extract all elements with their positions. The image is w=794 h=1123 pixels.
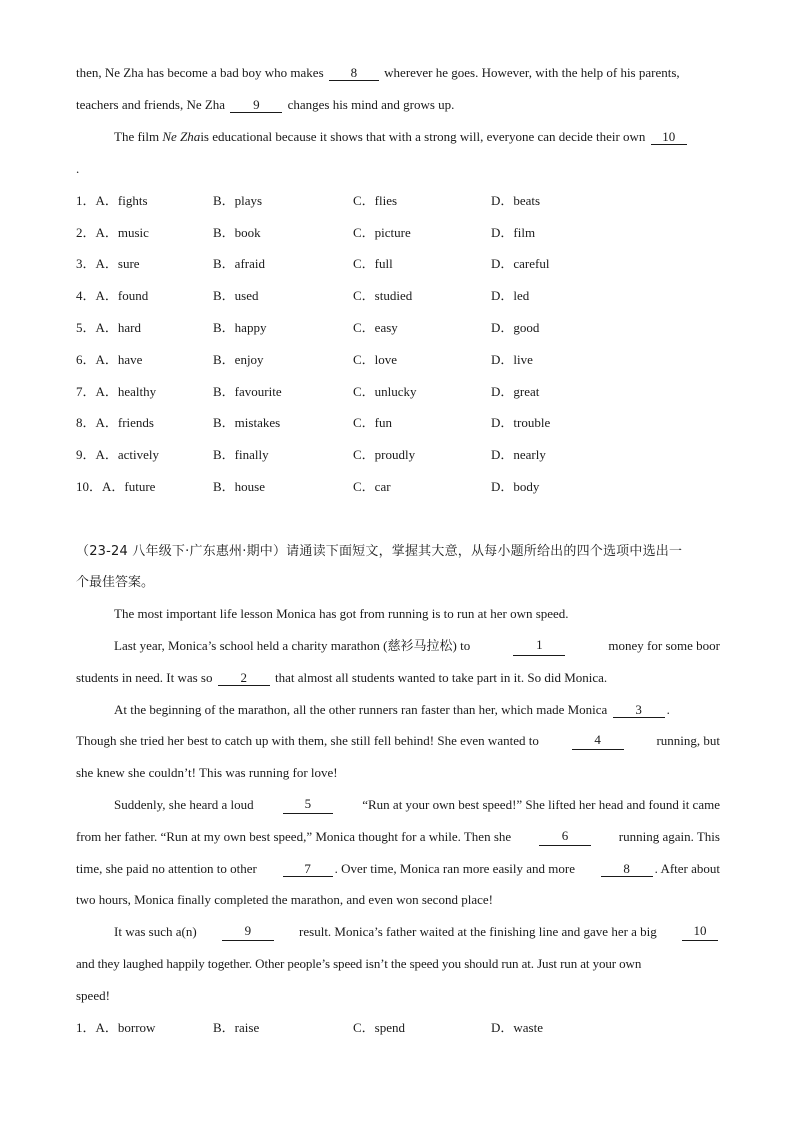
blank-7[interactable]: 7	[283, 861, 333, 877]
text-segment: The film	[114, 129, 160, 144]
option-b[interactable]: B．mistakes	[213, 415, 281, 430]
option-b[interactable]: B．plays	[213, 193, 263, 208]
text-segment: from her father. “Run at my own best speed,” Monica thought for a while. Then she	[76, 829, 512, 844]
option-d[interactable]: D．trouble	[491, 415, 551, 430]
option-d[interactable]: D．good	[491, 320, 540, 335]
text-segment: time, she paid no attention to other	[76, 861, 257, 876]
blank-4[interactable]: 4	[572, 732, 624, 750]
blank-10[interactable]: 10	[651, 129, 687, 145]
option-c[interactable]: C．spend	[353, 1020, 406, 1035]
option-d[interactable]: D．nearly	[491, 447, 546, 462]
option-a[interactable]: 10．A．future	[76, 479, 156, 494]
option-a[interactable]: 8．A．friends	[76, 415, 154, 430]
text-segment: is educational because it shows that with a strong will, everyone can decide their own	[200, 129, 646, 144]
option-c[interactable]: C．love	[353, 352, 398, 367]
option-a[interactable]: 5．A．hard	[76, 320, 141, 335]
passage2-para4-line1	[114, 796, 720, 814]
option-b[interactable]: B．book	[213, 225, 261, 240]
blank-9b[interactable]: 9	[222, 923, 274, 941]
text-segment: .	[76, 161, 80, 176]
option-b[interactable]: B．house	[213, 479, 266, 494]
option-d[interactable]: D．film	[491, 225, 536, 240]
option-a[interactable]: 2．A．music	[76, 225, 149, 240]
passage2-para3-line3: she knew she couldn’t! This was running for love!	[76, 765, 338, 780]
option-b[interactable]: B．enjoy	[213, 352, 264, 367]
passage2-para1: The most important life lesson Monica has got from running is to run at her own speed.	[114, 606, 569, 621]
text-segment	[114, 637, 470, 656]
text-segment: “Run at your own best speed!” She lifted her head and found it came	[362, 797, 720, 812]
text-segment: money for some boor	[608, 638, 720, 653]
blank-8b[interactable]: 8	[601, 861, 653, 877]
option-d[interactable]: D．led	[491, 288, 530, 303]
option-a[interactable]: 6．A．have	[76, 352, 143, 367]
option-c[interactable]: C．picture	[353, 225, 411, 240]
passage1-line1	[76, 64, 720, 82]
blank-5[interactable]: 5	[283, 796, 333, 814]
text-segment: changes his mind and grows up.	[287, 97, 455, 112]
option-d[interactable]: D．live	[491, 352, 533, 367]
blank-10b[interactable]: 10	[682, 923, 718, 941]
option-c[interactable]: C．studied	[353, 288, 413, 303]
passage2-para4-line2	[76, 828, 720, 846]
option-b[interactable]: B．favourite	[213, 384, 282, 399]
text-segment: ) to	[452, 638, 471, 653]
passage1-line2	[76, 96, 720, 114]
passage2-para3-line2	[76, 732, 720, 750]
option-a[interactable]: 1．A．fights	[76, 193, 148, 208]
text-segment: teachers and friends, Ne Zha	[76, 97, 226, 112]
text-segment: At the beginning of the marathon, all the other runners ran faster than her, which made Monica	[114, 702, 608, 717]
text-segment: result. Monica’s father waited at the finishing line and gave her a big	[299, 924, 657, 939]
film-title: Ne Zha	[162, 129, 201, 144]
option-a[interactable]: 3．A．sure	[76, 256, 140, 271]
blank-6[interactable]: 6	[539, 828, 591, 846]
option-a[interactable]: 9．A．actively	[76, 447, 160, 462]
blank-1[interactable]: 1	[513, 637, 565, 656]
option-d[interactable]: D．waste	[491, 1020, 543, 1035]
text-segment: It was such a(n)	[114, 924, 197, 939]
option-d[interactable]: D．body	[491, 479, 540, 494]
option-d[interactable]: D．great	[491, 384, 540, 399]
option-a[interactable]: 1．A．borrow	[76, 1020, 156, 1035]
blank-8[interactable]: 8	[329, 65, 379, 81]
option-c[interactable]: C．flies	[353, 193, 398, 208]
option-b[interactable]: B．raise	[213, 1020, 260, 1035]
chinese-gloss: 慈衫马拉松	[387, 639, 453, 654]
passage1-line4	[76, 160, 720, 178]
option-c[interactable]: C．easy	[353, 320, 398, 335]
passage2-para5-line2: and they laughed happily together. Other people’s speed isn’t the speed you should run at. Just run at your own	[76, 956, 642, 971]
text-segment: .	[666, 702, 670, 717]
option-d[interactable]: D．beats	[491, 193, 541, 208]
text-segment: students in need. It was so	[76, 670, 213, 685]
option-c[interactable]: C．unlucky	[353, 384, 417, 399]
passage2-para4-line3	[76, 860, 720, 878]
text-segment: Last year, Monica’s school held a charity marathon (	[114, 638, 388, 653]
passage2-para5-line3: speed!	[76, 988, 110, 1003]
text-segment: then, Ne Zha has become a bad boy who makes	[76, 65, 324, 80]
text-segment: running again. This	[618, 829, 720, 844]
text-segment: . After about	[654, 861, 720, 876]
option-b[interactable]: B．finally	[213, 447, 269, 462]
blank-3[interactable]: 3	[613, 702, 665, 718]
blank-9[interactable]: 9	[230, 97, 282, 113]
option-c[interactable]: C．fun	[353, 415, 393, 430]
passage2-para4-line4: two hours, Monica finally completed the marathon, and even won second place!	[76, 892, 493, 907]
option-c[interactable]: C．proudly	[353, 447, 416, 462]
passage2-para2-line2	[76, 669, 720, 687]
section-instruction-line2: 个最佳答案。	[76, 575, 155, 590]
option-b[interactable]: B．afraid	[213, 256, 265, 271]
option-a[interactable]: 4．A．found	[76, 288, 149, 303]
option-b[interactable]: B．happy	[213, 320, 267, 335]
option-c[interactable]: C．full	[353, 256, 393, 271]
text-segment: that almost all students wanted to take part in it. So did Monica.	[274, 670, 608, 685]
option-b[interactable]: B．used	[213, 288, 259, 303]
text-segment: . Over time, Monica ran more easily and more	[334, 861, 575, 876]
text-segment: wherever he goes. However, with the help of his parents,	[384, 65, 680, 80]
option-c[interactable]: C．car	[353, 479, 391, 494]
passage1-line3	[114, 128, 720, 146]
text-segment: Though she tried her best to catch up with them, she still fell behind! She even wanted to	[76, 733, 539, 748]
text-segment: running, but	[656, 733, 720, 748]
option-d[interactable]: D．careful	[491, 256, 550, 271]
text-segment: Suddenly, she heard a loud	[114, 797, 254, 812]
section-instruction-line1: （23-24 八年级下·广东惠州·期中）请通读下面短文，掌握其大意，从每小题所给出的四个选项中选出一	[76, 544, 683, 559]
passage2-para5-line1	[114, 923, 720, 941]
option-a[interactable]: 7．A．healthy	[76, 384, 157, 399]
blank-2[interactable]: 2	[218, 670, 270, 686]
passage2-para3-line1	[114, 701, 720, 719]
passage2-para2-line1	[114, 637, 720, 656]
